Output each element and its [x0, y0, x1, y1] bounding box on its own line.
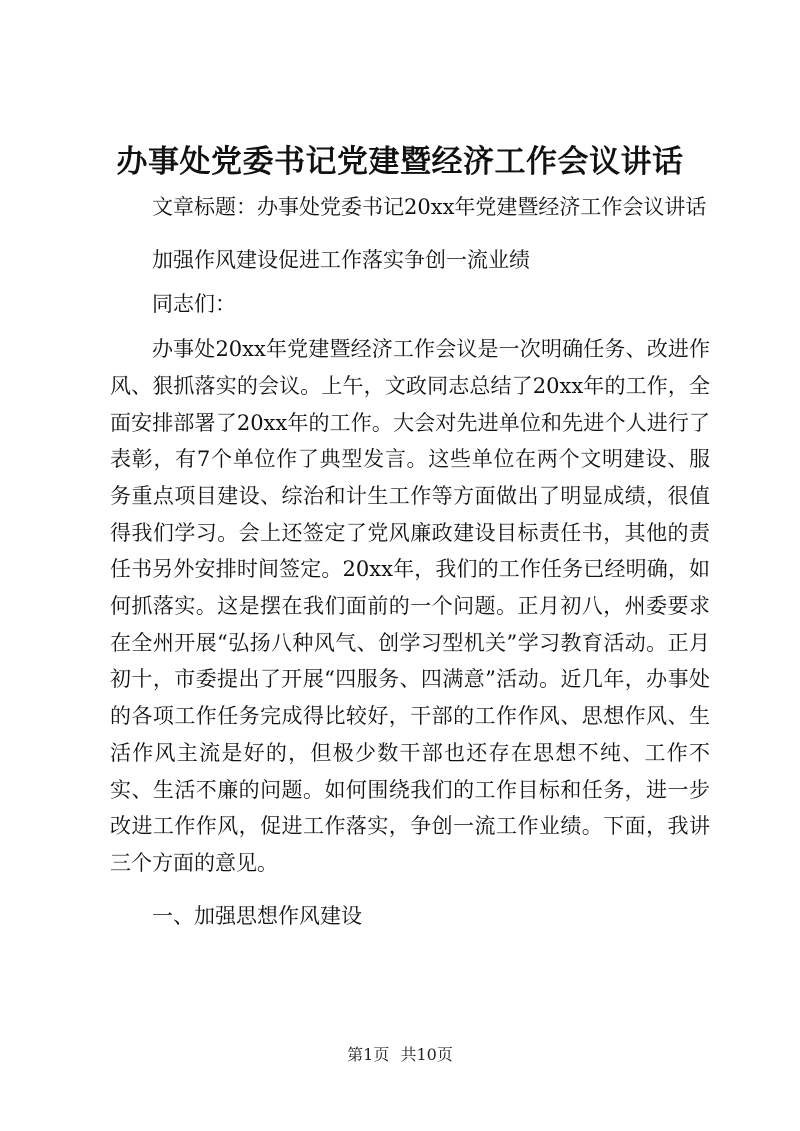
salutation: 同志们： — [152, 292, 236, 317]
page-total: 共10页 — [400, 1045, 453, 1064]
document-body — [110, 189, 710, 950]
speech-subtitle: 加强作风建设促进工作落实争创一流业绩 — [152, 247, 530, 272]
document-title: 办事处党委书记党建暨经济工作会议讲话 — [116, 144, 684, 180]
article-title-paragraph: 文章标题：办事处党委书记20xx年党建暨经济工作会议讲话 — [152, 195, 707, 219]
page-number: 第1页 — [347, 1045, 390, 1064]
section-heading: 一、加强思想作风建设 — [152, 903, 362, 928]
body-paragraph: 办事处20xx年党建暨经济工作会议是一次明确任务、改进作风、狠抓落实的会议。上午，文政同志总结了20xx年的工作，全面安排部署了20xx年的工作。大会对先进单位和先进个人进行了表彰，有7个单位作了典型发言。这些单位在两个文明建设、服务重点项目建设、综治和计生工作等方面做出了明显成绩，很值得我们学习。会上还签定了党风廉政建设目标责任书，其他的责任书另外安排时间签定。20xx年，我们的工作任务已经明确，如何抓落实。这是摆在我们面前的一个问题。正月初八，州委要求在全州开展“弘扬八种风气、创学习型机关”学习教育活动。正月初十，市委提出了开展“四服务、四满意”活动。近几年，办事处的各项工作任务完成得比较好，干部的工作作风、思想作风、生活作风主流是好的，但极少数干部也还存在思想不纯、工作不实、生活不廉的问题。如何围绕我们的工作目标和任务，进一步改进工作作风，促进工作落实，争创一流工作业绩。下面，我讲三个方面的意见。 — [110, 337, 710, 875]
page-footer — [0, 1045, 800, 1065]
